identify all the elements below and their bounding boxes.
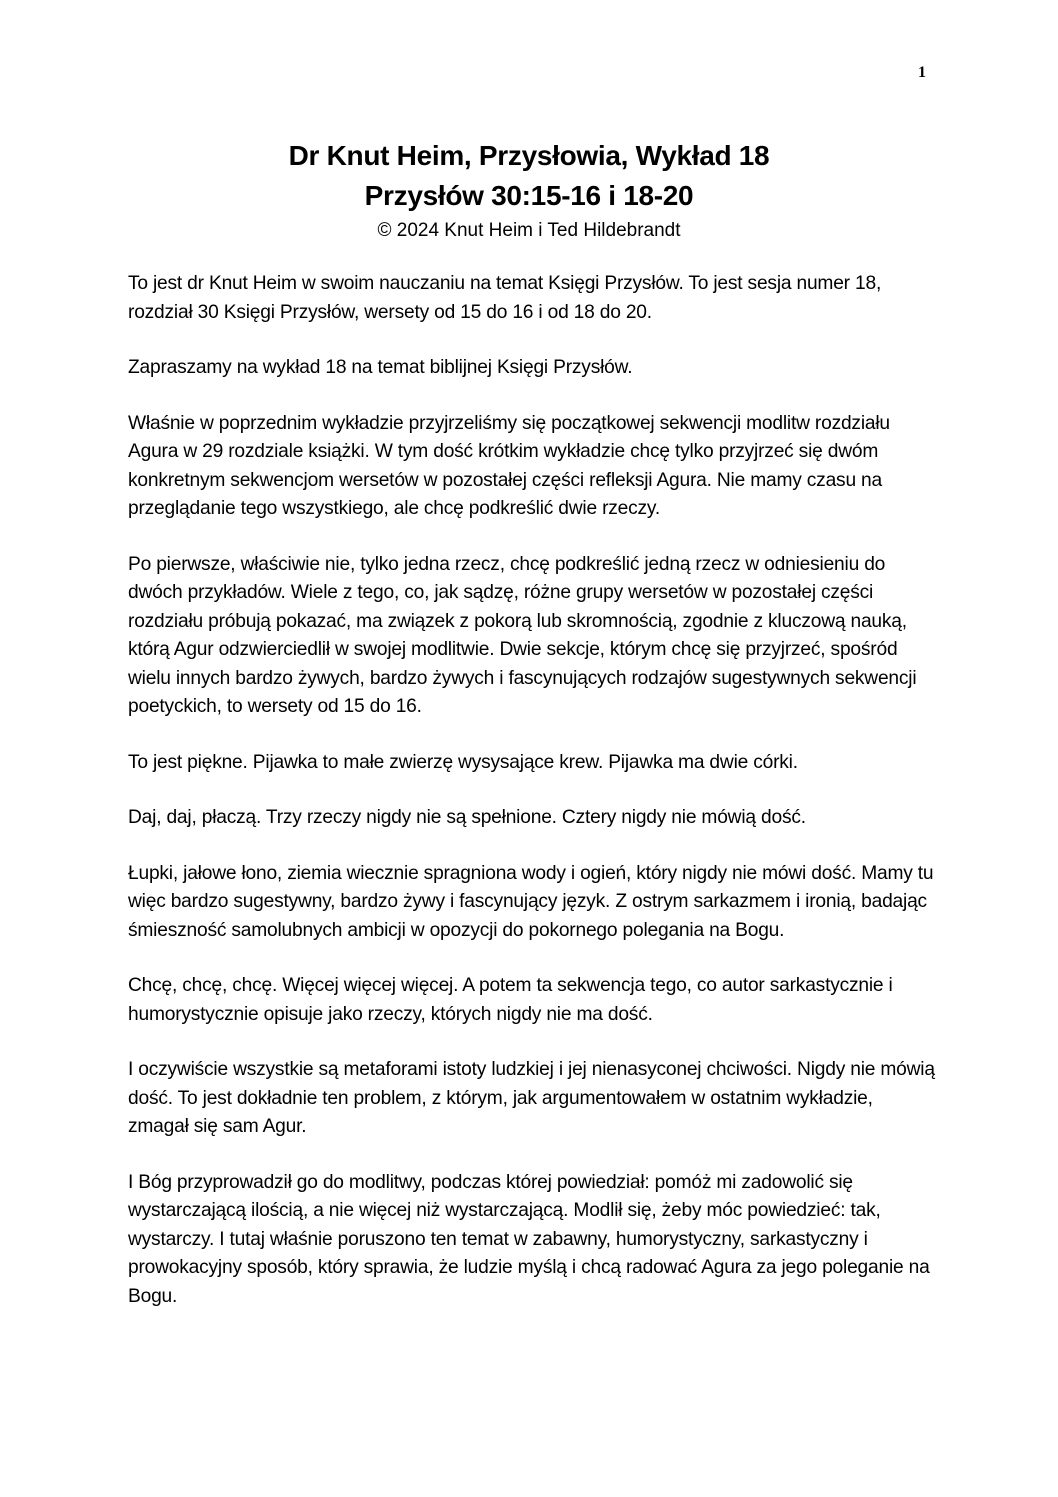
copyright-notice: © 2024 Knut Heim i Ted Hildebrandt bbox=[377, 220, 681, 241]
page-number: 1 bbox=[918, 64, 926, 81]
paragraph-2: Zapraszamy na wykład 18 na temat biblijnej Księgi Przysłów. bbox=[128, 357, 633, 378]
paragraph-10: I Bóg przyprowadził go do modlitwy, podczas której powiedział: pomóż mi zadowolić się wystarczającą ilością, a nie więcej niż wystarczającą. Modlił się, żeby móc powiedzieć: tak, wystarczy. I tutaj właśnie poruszono ten temat w zabawny, humorystyczny, sarkastyczny i prowokacyjny sposób, który sprawia, że ludzie myślą i chcą radować Agura za jego poleganie na Bogu. bbox=[128, 1171, 930, 1307]
paragraph-5: To jest piękne. Pijawka to małe zwierzę wysysające krew. Pijawka ma dwie córki. bbox=[128, 751, 798, 773]
paragraph-1: To jest dr Knut Heim w swoim nauczaniu na temat Księgi Przysłów. To jest sesja numer 18, rozdział 30 Księgi Przysłów, wersety od 15 do 16 i od 18 do 20. bbox=[128, 273, 882, 323]
paragraph-7: Łupki, jałowe łono, ziemia wiecznie spragniona wody i ogień, który nigdy nie mówi dość. Mamy tu więc bardzo sugestywny, bardzo żywy i fascynujący język. Z ostrym sarkazmem i ironią, badając śmieszność samolubnych ambicji w opozycji do pokornego polegania na Bogu. bbox=[128, 862, 934, 941]
paragraph-3: Właśnie w poprzednim wykładzie przyjrzeliśmy się początkowej sekwencji modlitw rozdziału Agura w 29 rozdziale książki. W tym dość krótkim wykładzie chcę tylko przyjrzeć się dwóm konkretnym sekwencjom wersetów w pozostałej części refleksji Agura. Nie mamy czasu na przeglądanie tego wszystkiego, ale chcę podkreślić dwie rzeczy. bbox=[128, 412, 890, 519]
document-header bbox=[0, 136, 1058, 246]
document-title: Dr Knut Heim, Przysłowia, Wykład 18 bbox=[288, 140, 770, 171]
document-body bbox=[128, 270, 938, 1338]
paragraph-9: I oczywiście wszystkie są metaforami istoty ludzkiej i jej nienasyconej chciwości. Nigdy nie mówią dość. To jest dokładnie ten problem, z którym, jak argumentowałem w ostatnim wykładzie, zmagał się sam Agur. bbox=[128, 1059, 935, 1137]
document-subtitle: Przysłów 30:15-16 i 18-20 bbox=[364, 180, 694, 211]
paragraph-6: Daj, daj, płaczą. Trzy rzeczy nigdy nie są spełnione. Cztery nigdy nie mówią dość. bbox=[128, 807, 806, 828]
paragraph-4: Po pierwsze, właściwie nie, tylko jedna rzecz, chcę podkreślić jedną rzecz w odniesieniu do dwóch przykładów. Wiele z tego, co, jak sądzę, różne grupy wersetów w pozostałej części rozdziału próbują pokazać, ma związek z pokorą lub skromnością, zgodnie z kluczową nauką, którą Agur odzwierciedlił w swojej modlitwie. Dwie sekcje, którym chcę się przyjrzeć, spośród wielu innych bardzo żywych, bardzo żywych i fascynujących rodzajów sugestywnych sekwencji poetyckich, to wersety od 15 do 16. bbox=[128, 553, 917, 717]
paragraph-8: Chcę, chcę, chcę. Więcej więcej więcej. A potem ta sekwencja tego, co autor sarkastycznie i humorystycznie opisuje jako rzeczy, których nigdy nie ma dość. bbox=[128, 975, 893, 1025]
